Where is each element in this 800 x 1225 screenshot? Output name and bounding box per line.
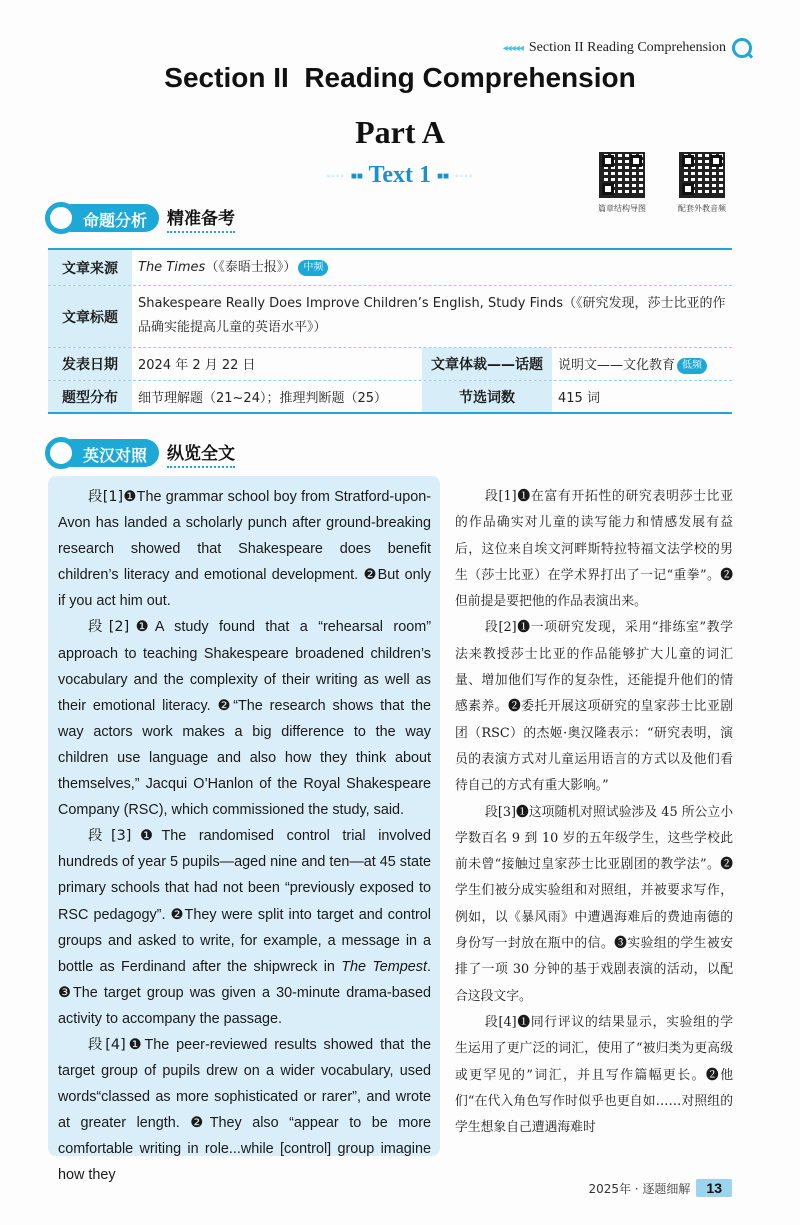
genre-value: 说明文——文化教育 低频: [552, 348, 732, 380]
types-label: 题型分布: [48, 381, 132, 412]
compare-label: 英汉对照: [67, 439, 159, 467]
compare-subtitle: 纵览全文: [167, 439, 235, 468]
chinese-text-panel: [455, 484, 733, 1154]
title-value: Shakespeare Really Does Improve Children’s English, Study Finds（《研究发现，莎士比亚的作品确实能提高儿童的英语水平》）: [138, 296, 726, 335]
section-title: Section II Reading Comprehension: [164, 62, 636, 93]
text-title: Text 1: [368, 162, 432, 188]
analysis-band: [45, 202, 235, 234]
genre-label: 文章体裁——话题: [422, 348, 552, 380]
date-label: 发表日期: [48, 348, 132, 380]
part-title: Part A: [355, 114, 445, 150]
source-label: 文章来源: [48, 250, 132, 285]
decor-squares-left-icon: ■■: [350, 170, 363, 182]
page-footer: [588, 1179, 732, 1197]
analysis-label: 命题分析: [67, 204, 159, 232]
chinese-paragraph-1: 段[1]❶在富有开拓性的研究表明莎士比亚的作品确实对儿童的读写能力和情感发展有益后，这位来自埃文河畔斯特拉特福文法学校的男生（莎士比亚）在学术界打出了一记“重拳”。❷但前提是要把他的作品表演出来。: [455, 489, 733, 610]
running-header: [503, 38, 752, 58]
info-row-date: [48, 348, 732, 381]
source-value: The Times（《泰晤士报》） 中频: [132, 250, 732, 285]
decor-dots-left-icon: ◦◦◦◦: [326, 170, 345, 182]
magnifier-icon: [45, 437, 77, 469]
running-title: Section II Reading Comprehension: [528, 40, 726, 55]
english-paragraph-3: 段[3]❶The randomised control trial involved hundreds of year 5 pupils—aged nine and ten—at 45 state primary schools that had not been “previously exposed to RSC pedagogy”. ❷They were split into target and control groups and asked to write, for example, a message in a bottle as Ferdinand after the shipwreck in The Tempest. ❸The target group was given a 30-minute drama-based activity to accompany the passage.: [58, 828, 431, 1027]
info-row-types: [48, 381, 732, 412]
english-text-panel: [48, 476, 440, 1184]
info-row-title: [48, 286, 732, 348]
frequency-badge: 中频: [298, 260, 328, 276]
qr-code-structure[interactable]: [599, 152, 645, 198]
decor-squares-right-icon: ■■: [437, 170, 450, 182]
title-label: 文章标题: [48, 286, 132, 347]
chinese-paragraph-2: 段[2]❶一项研究发现，采用“排练室”教学法来教授莎士比亚的作品能够扩大儿童的词汇量、增加他们写作的复杂性，还能提升他们的情感素养。❷委托开展这项研究的皇家莎士比亚剧团（RSC）的杰姬·奥汉隆表示：“研究表明，演员的表演方式对儿童运用语言的方式以及他们看待自己的方式有重大影响。”: [455, 620, 733, 794]
words-value: 415 词: [558, 391, 600, 406]
info-row-source: [48, 250, 732, 286]
types-value: 细节理解题（21~24）；推理判断题（25）: [138, 391, 388, 406]
magnifier-icon: [45, 202, 77, 234]
arrows-icon: ◂◂◂◂◂: [502, 42, 523, 54]
english-paragraph-2: 段[2]❶A study found that a “rehearsal room” approach to teaching Shakespeare broadened children’s vocabulary and the complexity of their writing as well as their emotional literacy. ❷“The research shows that the way actors work makes a big difference to the way children use language and also how they think about themselves,” Jacqui O’Hanlon of the Royal Shakespeare Company (RSC), which commissioned the study, said.: [58, 619, 431, 819]
compare-band: [45, 437, 235, 469]
analysis-subtitle: 精准备考: [167, 204, 235, 233]
frequency-badge-low: 低频: [677, 358, 707, 374]
page-number: 13: [696, 1179, 732, 1197]
chinese-paragraph-3: 段[3]❶这项随机对照试验涉及 45 所公立小学数百名 9 到 10 岁的五年级学生，这些学校此前未曾“接触过皇家莎士比亚剧团的教学法”。❷学生们被分成实验组和对照组，并被要求写作，例如，以《暴风雨》中遭遇海难后的费迪南德的身份写一封放在瓶中的信。❸实验组的学生被安排了一项 30 分钟的基于戏剧表演的活动，以配合这段文字。: [455, 804, 733, 1004]
date-value: 2024 年 2 月 22 日: [138, 358, 256, 373]
qr-code-audio[interactable]: [679, 152, 725, 198]
chinese-paragraph-4: 段[4]❶同行评议的结果显示，实验组的学生运用了更广泛的词汇，使用了“被归类为更高级或更罕见的”词汇，并且写作篇幅更长。❷他们“在代入角色写作时似乎也更自如……对照组的学生想象自己遭遇海难时: [455, 1014, 733, 1136]
english-paragraph-4: 段[4]❶The peer-reviewed results showed that the target group of pupils drew on a wider vocabulary, used words“classed as more sophisticated or rarer”, and wrote at greater length. ❷They also “appear to be more comfortable writing in role...while [control] group imagine how they: [58, 1036, 431, 1184]
article-info-table: [48, 248, 732, 414]
search-q-icon: [732, 38, 752, 58]
book-title: 2025年 · 逐题细解: [588, 1181, 691, 1196]
qr-caption-structure: 篇章结构导图: [598, 204, 646, 213]
words-label: 节选词数: [422, 381, 552, 412]
qr-caption-audio: 配套外教音频: [678, 204, 726, 213]
english-paragraph-1: 段[1]❶The grammar school boy from Stratford-upon-Avon has landed a scholarly punch after ground-breaking research showed that Shakespeare does benefit children’s literacy and emotional development. ❷But only if you act him out.: [58, 489, 431, 610]
decor-dots-right-icon: ◦◦◦◦: [455, 170, 474, 182]
